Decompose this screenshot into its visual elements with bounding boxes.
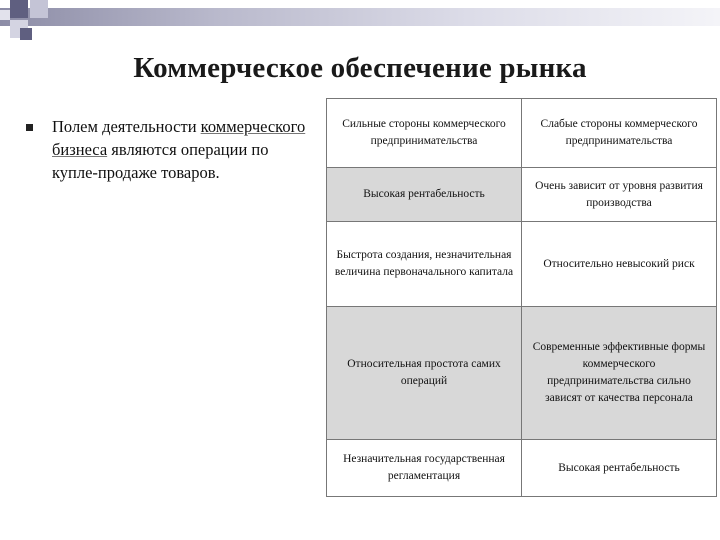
deco-square-dark-2	[20, 28, 32, 40]
table-header-row	[327, 99, 717, 168]
strengths-weaknesses-table	[326, 98, 717, 497]
cell-strong: Относительная простота самих операций	[327, 307, 522, 440]
cell-weak: Очень зависит от уровня развития производства	[522, 168, 717, 222]
table-row	[327, 440, 717, 497]
cell-strong: Высокая рентабельность	[327, 168, 522, 222]
cell-strong: Незначительная государственная регламентация	[327, 440, 522, 497]
table-row	[327, 222, 717, 307]
header-gradient-bar	[0, 8, 720, 26]
table-row	[327, 307, 717, 440]
business-link[interactable]: коммерческого бизнеса	[52, 117, 306, 159]
deco-square-light-3	[0, 10, 10, 20]
cell-weak: Современные эффективные формы коммерческого предпринимательства сильно зависят от качества персонала	[522, 307, 717, 440]
bullet-text-after: являются операции по купле-продаже товаров.	[52, 140, 269, 182]
cell-weak: Высокая рентабельность	[522, 440, 717, 497]
bullet-text-before: Полем деятельности	[52, 117, 201, 136]
deco-square-light-1	[30, 0, 48, 18]
page-title: Коммерческое обеспечение рынка	[133, 52, 587, 84]
table-row	[327, 168, 717, 222]
header-strong: Сильные стороны коммерческого предпринимательства	[327, 99, 522, 168]
deco-square-dark-1	[10, 0, 28, 18]
bullet-square-icon	[26, 124, 33, 131]
header-weak: Слабые стороны коммерческого предпринимательства	[522, 99, 717, 168]
bullet-paragraph	[52, 115, 317, 184]
cell-strong: Быстрота создания, незначительная величина первоначального капитала	[327, 222, 522, 307]
cell-weak: Относительно невысокий риск	[522, 222, 717, 307]
